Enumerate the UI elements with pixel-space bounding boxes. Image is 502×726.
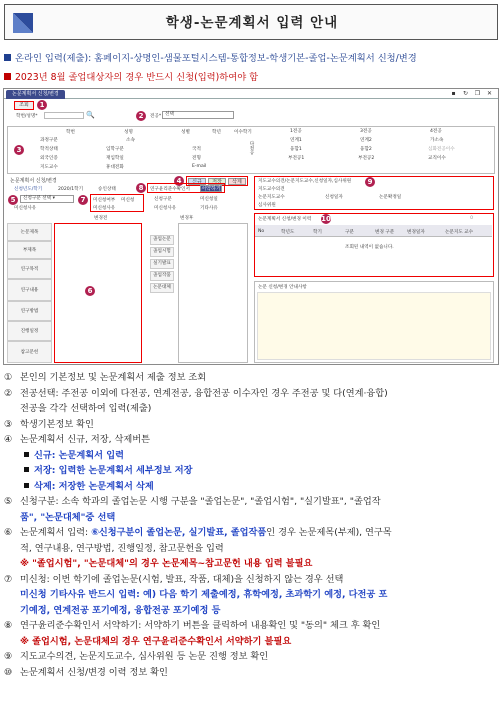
badge-4: 4 — [174, 176, 184, 186]
app-screenshot: 논문계획서 신청/변경 ▪ ↻ ❐ ✕ 조회 1 학번/성명* 🔍 2 전공* 선택 3 학번 성명 성별 학년 이수학기 과정구분 소속 학적상태 입학구분 국적 외국인증 재입학일 전형 지도교수 휴대전화 E-mail 다전공 1전공 3전공 4전공 연계1 연계2 가소속 융합1 융합2 심화전공이수 부전공1 부전공2 교직이수 4 신규 저장 삭제 논문계획서 신청/변경 신청년도/학기 2020/1학기 승인상태 8 연구윤리준수확인서 서약하기 5 신청구분 선택 ▾ 7 미신청여부 미신청 미신청사유 신청구분 미신청일 미신청사유 미신청사유 기타사유 변경전 변경후 논문제목 부제목 연구목적 연구내용 연구방법 진행일정 참고문헌 6 졸업논문 졸업시험 실기발표 졸업작품 논문대체 지도교수의견/논문지도교수,신청일자,심사위원 9 지도교수의견 논문지도교수 신청일자 논문확정일 심사위원 논문계획서 신청/변경 이력 10 0 No 학년도 학기 구분 변경 구분 변경일자 논문지도 교수 조회된 내역이 없습니다. 논문 신청/변경 안내사항 — [3, 88, 499, 365]
step-4-delete: 삭제: 저장한 논문계획서 삭제 — [4, 479, 498, 495]
consent-button[interactable]: 서약하기 — [201, 186, 221, 192]
step-10: ⑩ 논문계획서 신청/변경 이력 정보 확인 — [4, 666, 168, 678]
step-6-note: ※ "졸업시험", "논문대체"의 경우 논문제목~참고문헌 내용 입력 불필요 — [20, 558, 313, 569]
close-icon[interactable]: ✕ — [486, 90, 493, 97]
student-info-panel: 3 학번 성명 성별 학년 이수학기 과정구분 소속 학적상태 입학구분 국적 외국인증 재입학일 전형 지도교수 휴대전화 E-mail 다전공 1전공 3전공 4전공 연계1 연계2 가소속 융합1 융합2 심화전공이수 부전공1 부전공2 교직이수 — [7, 126, 495, 174]
advisor-panel: 지도교수의견/논문지도교수,신청일자,심사위원 9 지도교수의견 논문지도교수 신청일자 논문확정일 심사위원 — [254, 176, 494, 210]
step-3: ③ 학생기본정보 확인 — [4, 418, 94, 430]
badge-3: 3 — [14, 145, 24, 155]
step-8-note: ※ 졸업시험, 논문대체의 경우 연구윤리준수확인서 서약하기 불필요 — [20, 635, 292, 647]
step-2-cont: 전공을 각각 선택하여 입력(제출) — [20, 403, 152, 414]
step-1: ① 본인의 기본정보 및 논문계획서 제출 정보 조회 — [4, 372, 207, 383]
note-online: 온라인 입력(제출): 홈페이지-상명인-샘물포털시스템-통합정보-학생기본-졸업-논문계획서 신청/변경 — [4, 50, 417, 64]
step-6: ⑥ 논문계획서 입력: ⑥신청구분이 졸업논문, 실기발표, 졸업작품인 경우 논문제목(부제), 연구목 — [4, 527, 392, 538]
step-4: ④ 논문계획서 신규, 저장, 삭제버튼 — [4, 434, 150, 445]
step-7: ⑦ 미신청: 이번 학기에 졸업논문(시험, 발표, 작품, 대체)을 신청하지 않는 경우 선택 — [4, 573, 344, 585]
badge-2: 2 — [136, 111, 146, 121]
history-empty-text: 조회된 내역이 없습니다. — [345, 245, 394, 250]
step-4-save: 저장: 입력한 논문계획서 세부정보 저장 — [4, 463, 498, 479]
change-after-label: 변경후 — [180, 216, 194, 221]
step-2: ② 전공선택: 주전공 이외에 다전공, 연계전공, 융합전공 이수자인 경우 주전공 및 다(연계·융합) — [4, 387, 388, 399]
restore-icon[interactable]: ❐ — [474, 90, 481, 97]
hakbun-input[interactable] — [44, 112, 84, 119]
step-list — [4, 370, 498, 680]
step-5: ⑤ 신청구분: 소속 학과의 졸업논문 시행 구분을 "졸업논문", "졸업시험", "실기발표", "졸업작 — [4, 496, 381, 507]
step-8: ⑧ 연구윤리준수확인서 서약하기: 서약하기 버튼을 클릭하여 내용확인 및 "동의" 체크 후 확인 — [4, 620, 381, 631]
unapplied-box: 미신청여부 미신청 미신청사유 — [90, 194, 144, 212]
step-4-new: 신규: 논문계획서 입력 — [4, 448, 498, 464]
pin-icon[interactable]: ▪ — [451, 90, 456, 97]
guide-panel: 논문 신청/변경 안내사항 — [254, 281, 494, 363]
change-before-label: 변경전 — [94, 216, 108, 221]
square-bullet-icon — [4, 54, 11, 61]
badge-8: 8 — [136, 183, 146, 193]
step-7-cont-2: 기예정, 연계전공 포기예정, 융합전공 포기예정 등 — [20, 604, 221, 616]
badge-5: 5 — [8, 195, 18, 205]
search-icon[interactable]: 🔍 — [86, 111, 95, 119]
tab-bar — [4, 89, 498, 99]
multi-major-label: 다전공 — [249, 141, 254, 155]
new-button[interactable]: 신규 — [188, 178, 206, 185]
page-header — [4, 4, 498, 40]
square-bullet-icon — [24, 452, 29, 457]
section-title: 논문계획서 신청/변경 — [10, 178, 57, 184]
tab-thesis-plan[interactable]: 논문계획서 신청/변경 — [6, 90, 65, 99]
history-header: No 학년도 학기 구분 변경 구분 변경일자 논문지도 교수 — [255, 225, 492, 237]
square-bullet-icon — [24, 467, 29, 472]
step-5-cont: 품", "논문대체"중 선택 — [20, 511, 116, 523]
square-bullet-icon — [4, 73, 11, 80]
consent-box: 연구윤리준수확인서 서약하기 — [147, 183, 225, 193]
approve-label: 승인상태 — [98, 187, 116, 192]
hakbun-label: 학번/성명* — [16, 114, 38, 119]
square-bullet-icon — [24, 483, 29, 488]
guide-content — [257, 292, 491, 360]
history-panel: 논문계획서 신청/변경 이력 10 0 No 학년도 학기 구분 변경 구분 변경일자 논문지도 교수 조회된 내역이 없습니다. — [254, 213, 494, 277]
refresh-icon[interactable]: ↻ — [462, 90, 469, 97]
badge-1: 1 — [37, 100, 47, 110]
badge-7: 7 — [78, 195, 88, 205]
row-label-column: 논문제목 부제목 연구목적 연구내용 연구방법 진행일정 참고문헌 — [7, 223, 52, 363]
step-6-cont: 적, 연구내용, 연구방법, 진행일정, 참고문헌을 입력 — [20, 542, 224, 554]
note-deadline: 2023년 8월 졸업대상자의 경우 반드시 신청(입력)하여야 함 — [4, 69, 258, 83]
badge-9: 9 — [365, 177, 375, 187]
save-button[interactable]: 저장 — [208, 178, 226, 185]
badge-10: 10 — [321, 215, 331, 223]
apply-term-label: 신청년도/학기 — [14, 187, 43, 192]
major-label: 전공* — [150, 114, 162, 119]
apply-kind-select[interactable]: 신청구분 선택 ▾ — [20, 195, 74, 203]
delete-button[interactable]: 삭제 — [228, 178, 246, 185]
after-input-area[interactable] — [178, 223, 248, 363]
search-button[interactable]: 조회 — [14, 101, 34, 110]
badge-6: 6 — [85, 286, 95, 296]
step-7-cont-1: 미신청 기타사유 반드시 입력: 예) 다음 학기 제출예정, 휴학예정, 초과학기 예정, 다전공 포 — [20, 589, 388, 600]
apply-term-value: 2020/1학기 — [58, 187, 84, 192]
major-select[interactable]: 선택 — [162, 111, 234, 119]
page-title: 학생-논문계획서 입력 안내 — [165, 15, 339, 31]
thesis-plan-input-area[interactable] — [54, 223, 142, 363]
step-9: ⑨ 지도교수의견, 논문지도교수, 심사위원 등 논문 진행 정보 확인 — [4, 651, 269, 662]
